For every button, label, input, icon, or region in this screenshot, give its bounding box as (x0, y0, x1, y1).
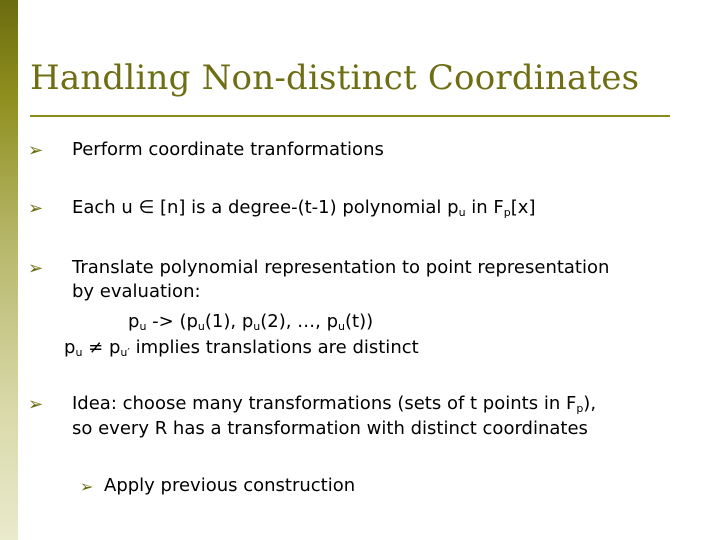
subscript: p (576, 402, 584, 415)
element-of-symbol: ∈ (138, 197, 155, 218)
text-segment: -> (p (146, 311, 198, 332)
text-segment: (1), p (204, 311, 254, 332)
subscript: u (139, 320, 147, 333)
bullet-arrow-icon: ➢ (28, 394, 44, 415)
title-underline (30, 115, 670, 117)
distinctness-statement (64, 336, 419, 360)
bullet-2-text (72, 196, 535, 220)
text-segment: (2), …, p (260, 311, 339, 332)
text-segment: implies translations are distinct (129, 337, 419, 358)
subscript: u (253, 320, 261, 333)
text-segment: p (128, 311, 140, 332)
text-segment: ), (583, 393, 597, 414)
text-segment: Idea: choose many transformations (sets of t points in F (72, 393, 577, 414)
decorative-side-bar (0, 0, 18, 540)
subscript: u (458, 206, 466, 219)
text-segment: [x] (510, 197, 536, 218)
subscript: u′ (120, 346, 130, 359)
subscript: p (503, 206, 511, 219)
sub-bullet-arrow-icon: ➢ (80, 477, 94, 496)
bullet-3-line-1: Translate polynomial representation to point representation (72, 257, 610, 278)
subscript: u (75, 346, 83, 359)
sub-bullet-text: Apply previous construction (104, 475, 356, 496)
bullet-arrow-icon: ➢ (28, 140, 44, 161)
bullet-4-line-2: so every R has a transformation with distinct coordinates (72, 418, 588, 439)
text-segment: p (108, 337, 121, 358)
subscript: u (338, 320, 346, 333)
text-segment: in F (465, 197, 504, 218)
bullet-arrow-icon: ➢ (28, 198, 44, 219)
text-segment: Each u (72, 197, 139, 218)
text-segment: p (64, 337, 76, 358)
not-equal-symbol: ≠ (82, 337, 109, 358)
subscript: u (197, 320, 205, 333)
slide-title: Handling Non-distinct Coordinates (30, 58, 640, 98)
bullet-4-line-1 (72, 392, 596, 416)
text-segment: [n] is a degree-(t-1) polynomial p (154, 197, 459, 218)
bullet-1-text: Perform coordinate tranformations (72, 139, 384, 160)
text-segment: (t)) (345, 311, 374, 332)
bullet-3-line-2: by evaluation: (72, 281, 201, 302)
bullet-arrow-icon: ➢ (28, 258, 44, 279)
evaluation-formula (128, 310, 373, 334)
